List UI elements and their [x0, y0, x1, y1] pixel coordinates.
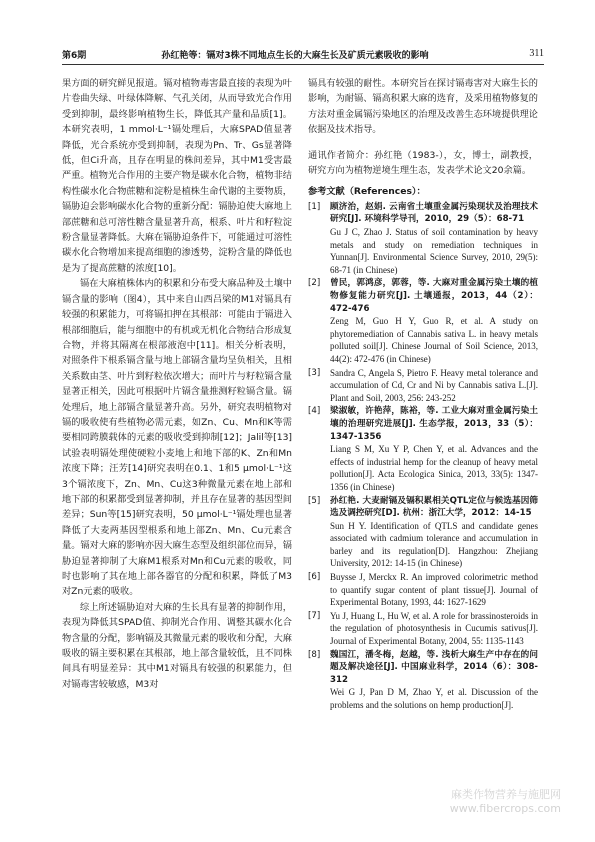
header-rule	[62, 64, 544, 65]
watermark-url: www.fibercrops.com	[449, 802, 561, 815]
reference-list	[308, 201, 538, 712]
reference-text-zh: 魏国江，潘冬梅，赵越，等. 浅析大麻生产中存在的问题及解决途径[J]. 中国麻业科学，2014（6）：308-312	[330, 649, 538, 685]
reference-text-zh: 孙红艳. 大麦耐镉及镉积累相关QTL定位与候选基因筛选及调控研究[D]. 杭州：浙江大学，2012：14-15	[330, 495, 538, 519]
author-note: 通讯作者简介：孙红艳（1983-），女，博士，副教授，研究方向为植物逆境生理生态，发表学术论文20余篇。	[308, 149, 538, 177]
reference-text-en: Sun H Y. Identification of QTLS and candidate genes associated with cadmium tolerance and accumulation in barley and its regulation[D]. Hangzhou: Zhejiang University, 2012: 14-15 (in Chinese)	[330, 520, 538, 569]
page-number: 311	[529, 48, 544, 59]
reference-item	[308, 571, 538, 609]
reference-text-zh: 梁淑敏，许艳萍，陈裕，等. 工业大麻对重金属污染土壤的治理研究进展[J]. 生态学报，2013，33（5）：1347-1356	[330, 406, 538, 442]
reference-text-zh: 顾济治，赵娟. 云南省土壤重金属污染现状及治理技术研究[J]. 环境科学导刊，2010，29（5）：68-71	[330, 201, 538, 225]
reference-number: [4]	[308, 406, 321, 417]
running-title: 孙红艳等：镉对3株不同地点生长的大麻生长及矿质元素吸收的影响	[161, 51, 429, 61]
issue-number: 第6期	[62, 51, 87, 61]
reference-text-en: Zeng M, Guo H Y, Guo R, et al. A study on phytoremediation of Cannabis sativa L. in heavy metals polluted soil[J]. Chinese Journal of Soil Science, 2013, 44(2): 472-476 (in Chinese)	[330, 316, 538, 364]
left-column	[62, 76, 292, 692]
running-header	[62, 48, 544, 62]
reference-item	[308, 610, 538, 648]
reference-number: [1]	[308, 201, 321, 212]
right-column	[308, 76, 538, 712]
body-paragraph: 综上所述镉胁迫对大麻的生长具有显著的抑制作用，表现为降低其SPAD值、抑制光合作用、调整其碳水化合物含量的分配，影响镉及其微量元素的吸收和分配，大麻吸收的镉主要积累在其根部，地上部含量较低，且不同株间具有明显差异：其中M1对镉具有较强的积累能力，但对镉毒害较敏感，M3对	[62, 601, 292, 690]
body-paragraph: 果方面的研究鲜见报道。镉对植物毒害最直接的表现为叶片卷曲失绿、叶绿体降解、气孔关闭，从而导致光合作用受到抑制，最终影响植物生长，降低其产量和品质[1]。本研究表明，1 mmol·L⁻¹镉处理后，大麻SPAD值显著降低，光合系统亦受到抑制，表现为Pn、Tr、Gs显著降低，但Ci升高，且存在明显的株间差异，其中M1受害最严重。植物光合作用的主要产物是碳水化合物，植物非结构性碳水化合物蔗糖和淀粉是植株生命代谢的主要物质，镉胁迫会影响碳水化合物的重新分配：镉胁迫使大麻地上部蔗糖和总可溶性糖含量显著升高，根系、叶片和籽粒淀粉含量显著降低。大麻在镉胁迫条件下，可能通过可溶性碳水化合物增加来提高细胞的渗透势，淀粉含量的降低也是为了提高蔗糖的浓度[10]。	[62, 78, 292, 274]
reference-item	[308, 277, 538, 365]
reference-text-en: Wei G J, Pan D M, Zhao Y, et al. Discussion of the problems and the solutions on hemp production[J].	[330, 687, 538, 710]
reference-text-en: Liang S M, Xu Y P, Chen Y, et al. Advances and the effects of industrial hemp for the cleanup of heavy metal pollution[J]. Acta Ecologica Sinica, 2013, 33(5): 1347-1356 (in Chinese)	[330, 444, 538, 492]
reference-number: [6]	[308, 572, 321, 583]
reference-item	[308, 649, 538, 712]
reference-item	[308, 405, 538, 493]
watermark-text: 麻类作物营养与施肥网	[451, 788, 561, 801]
reference-text-en: Yu J, Huang L, Hu W, et al. A role for brassinosteroids in the regulation of photosynthesis in Cucumis sativus[J]. Journal of Experimental Botany, 2004, 55: 1135-1143	[330, 610, 538, 647]
reference-number: [8]	[308, 649, 321, 660]
reference-number: [2]	[308, 278, 321, 289]
reference-item	[308, 367, 538, 405]
watermark	[450, 788, 561, 816]
references-heading: 参考文献（References）：	[308, 186, 426, 198]
reference-text-en: Buysse J, Merckx R. An improved colorimetric method to quantify sugar content of plant tissue[J]. Journal of Experimental Botany, 1993, 44: 1627-1629	[330, 572, 538, 608]
reference-number: [5]	[308, 495, 321, 506]
reference-text-zh: 曾民，郭鸿彦，郭蓉，等. 大麻对重金属污染土壤的植物修复能力研究[J]. 土壤通报，2013，44（2）：472-476	[330, 278, 538, 314]
body-paragraph: 镉在大麻植株体内的积累和分布受大麻品种及土壤中镉含量的影响（图4），其中来自山西吕梁的M1对镉具有较强的积累能力，可将镉扣押在其根部：可能由于镉进入根部细胞后，能与细胞中的有机或无机化合物结合形成复合物，并将其隔离在根部液泡中[11]。相关分析表明，对照条件下根系镉含量与地上部镉含量均呈负相关，且相关系数由茎、叶片到籽粒依次增大；而叶片与籽粒镉含量显著正相关，因此可根据叶片镉含量推测籽粒镉含量。镉处理后，地上部镉含量显著升高。另外，研究表明植物对镉的吸收使有些植物必需元素，如Zn、Cu、Mn和K等需要相同跨膜载体的元素的吸收受到抑制[12]；Jalil等[13]试验表明镉处理使硬粒小麦地上和地下部的K、Zn和Mn浓度下降；汪芳[14]研究表明在0.1、1和5 μmol·L⁻¹这3个镉浓度下，Zn、Mn、Cu这3种微量元素在地上部和地下部的积累都受到显著抑制，并且存在显著的基因型间差异；Sun等[15]研究表明，50 μmol·L⁻¹镉处理也显著降低了大麦两基因型根系和地上部Zn、Mn、Cu元素含量。镉对大麻的影响亦因大麻生态型及组织部位而异，镉胁迫显著抑制了大麻M1根系对Mn和Cu元素的吸收，同时也影响了其在地上部各器官的分配和积累，降低了M3对Zn元素的吸收。	[62, 278, 292, 598]
reference-text-en: Sandra C, Angela S, Pietro F. Heavy metal tolerance and accumulation of Cd, Cr and Ni by Cannabis sativa L.[J]. Plant and Soil, 2003, 256: 243-252	[330, 367, 538, 403]
reference-number: [7]	[308, 610, 321, 621]
reference-item	[308, 201, 538, 277]
reference-item	[308, 495, 538, 571]
body-paragraph: 镉具有较强的耐性。本研究旨在探讨镉毒害对大麻生长的影响，为耐镉、镉高积累大麻的选育，及采用植物修复的方法对重金属镉污染地区的治理及改善生态环境提供理论依据及技术指导。	[308, 78, 538, 136]
reference-text-en: Gu J C, Zhao J. Status of soil contamination by heavy metals and study on remediation techniques in Yunnan[J]. Environmental Science Survey, 2010, 29(5): 68-71 (in Chinese)	[330, 227, 538, 275]
reference-number: [3]	[308, 367, 321, 378]
